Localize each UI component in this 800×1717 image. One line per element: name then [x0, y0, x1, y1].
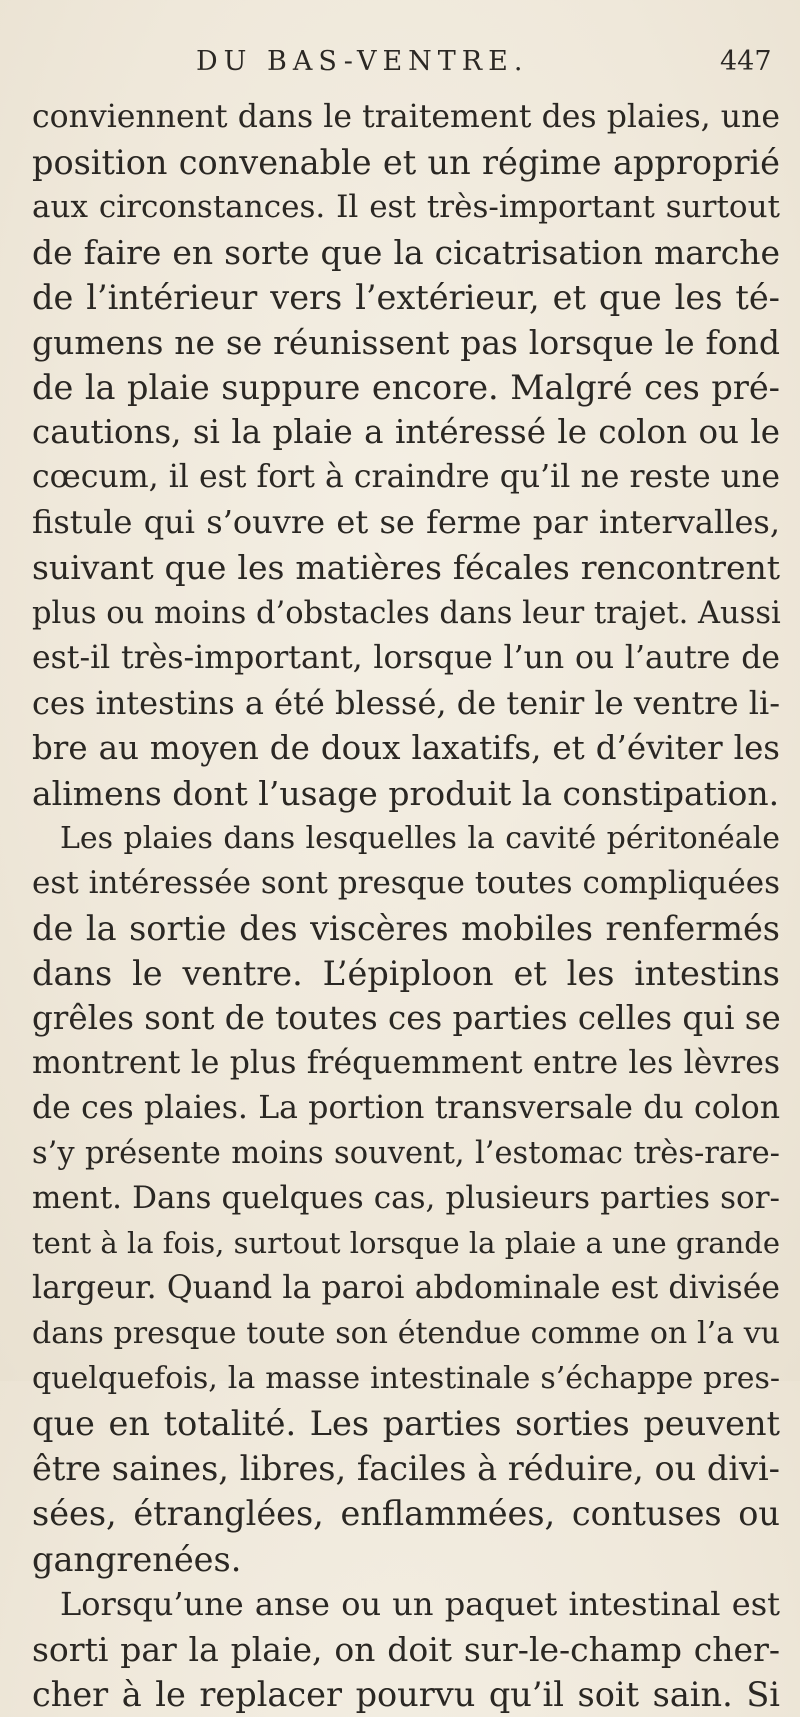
- running-head: [0, 46, 800, 86]
- text-line: quelquefois, la masse intestinale s’échappe pres-: [32, 1361, 780, 1397]
- text-line: s’y présente moins souvent, l’estomac très-rare-: [32, 1136, 780, 1172]
- text-line: plus ou moins d’obstacles dans leur trajet. Aussi: [32, 595, 781, 631]
- text-line: position convenable et un régime approprié: [32, 143, 780, 183]
- text-line: de la sortie des viscères mobiles renfermés: [32, 908, 780, 948]
- paragraph-start-line: Lorsqu’une anse ou un paquet intestinal est: [60, 1584, 780, 1623]
- text-line: suivant que les matières fécales rencontrent: [32, 548, 780, 588]
- text-line: dans le ventre. L’épiploon et les intestins: [32, 953, 780, 993]
- text-line: sées, étranglées, enflammées, contuses ou: [32, 1494, 780, 1534]
- text-line: conviennent dans le traitement des plaies, une: [32, 99, 780, 135]
- text-line: gumens ne se réunissent pas lorsque le fond: [32, 323, 780, 363]
- text-line: est intéressée sont presque toutes compliquées: [32, 864, 780, 901]
- page-number: 447: [720, 46, 772, 77]
- body-text: [32, 95, 780, 1717]
- text-line: montrent le plus fréquemment entre les lèvres: [32, 1044, 780, 1081]
- paragraph-end-line: gangrenées.: [32, 1539, 242, 1579]
- text-line: de l’intérieur vers l’extérieur, et que les té-: [32, 278, 780, 318]
- text-line: de faire en sorte que la cicatrisation marche: [32, 233, 780, 273]
- text-line: grêles sont de toutes ces parties celles qui se: [32, 998, 781, 1037]
- text-line: sorti par la plaie, on doit sur-le-champ cher-: [32, 1629, 780, 1669]
- text-line: tent à la fois, surtout lorsque la plaie a une grande: [32, 1226, 780, 1261]
- text-line: bre au moyen de doux laxatifs, et d’éviter les: [32, 728, 780, 767]
- text-line: est-il très-important, lorsque l’un ou l’autre de: [32, 639, 780, 676]
- text-line: que en totalité. Les parties sorties peuvent: [32, 1404, 780, 1444]
- text-line: ces intestins a été blessé, de tenir le ventre li-: [32, 683, 780, 722]
- text-line: être saines, libres, faciles à réduire, ou divi-: [32, 1449, 780, 1489]
- text-line: dans presque toute son étendue comme on l’a vu: [32, 1316, 780, 1352]
- running-title: DU BAS-VENTRE.: [196, 46, 529, 77]
- text-line: de la plaie suppure encore. Malgré ces pré-: [32, 368, 780, 408]
- text-line: fistule qui s’ouvre et se ferme par intervalles,: [32, 503, 780, 542]
- text-line: de ces plaies. La portion transversale du colon: [32, 1090, 780, 1127]
- paragraph-start-line: Les plaies dans lesquelles la cavité péritonéale: [60, 820, 780, 856]
- text-line: ment. Dans quelques cas, plusieurs parties sor-: [32, 1180, 780, 1217]
- text-line: cautions, si la plaie a intéressé le colon ou le: [32, 413, 780, 452]
- text-line: largeur. Quand la paroi abdominale est divisée: [32, 1270, 780, 1307]
- text-line: aux circonstances. Il est très-important surtout: [32, 189, 780, 226]
- text-line: cœcum, il est fort à craindre qu’il ne reste une: [32, 459, 780, 496]
- paragraph-end-line: alimens dont l’usage produit la constipation.: [32, 773, 780, 813]
- text-line: cher à le replacer pourvu qu’il soit sain. Si: [32, 1674, 780, 1714]
